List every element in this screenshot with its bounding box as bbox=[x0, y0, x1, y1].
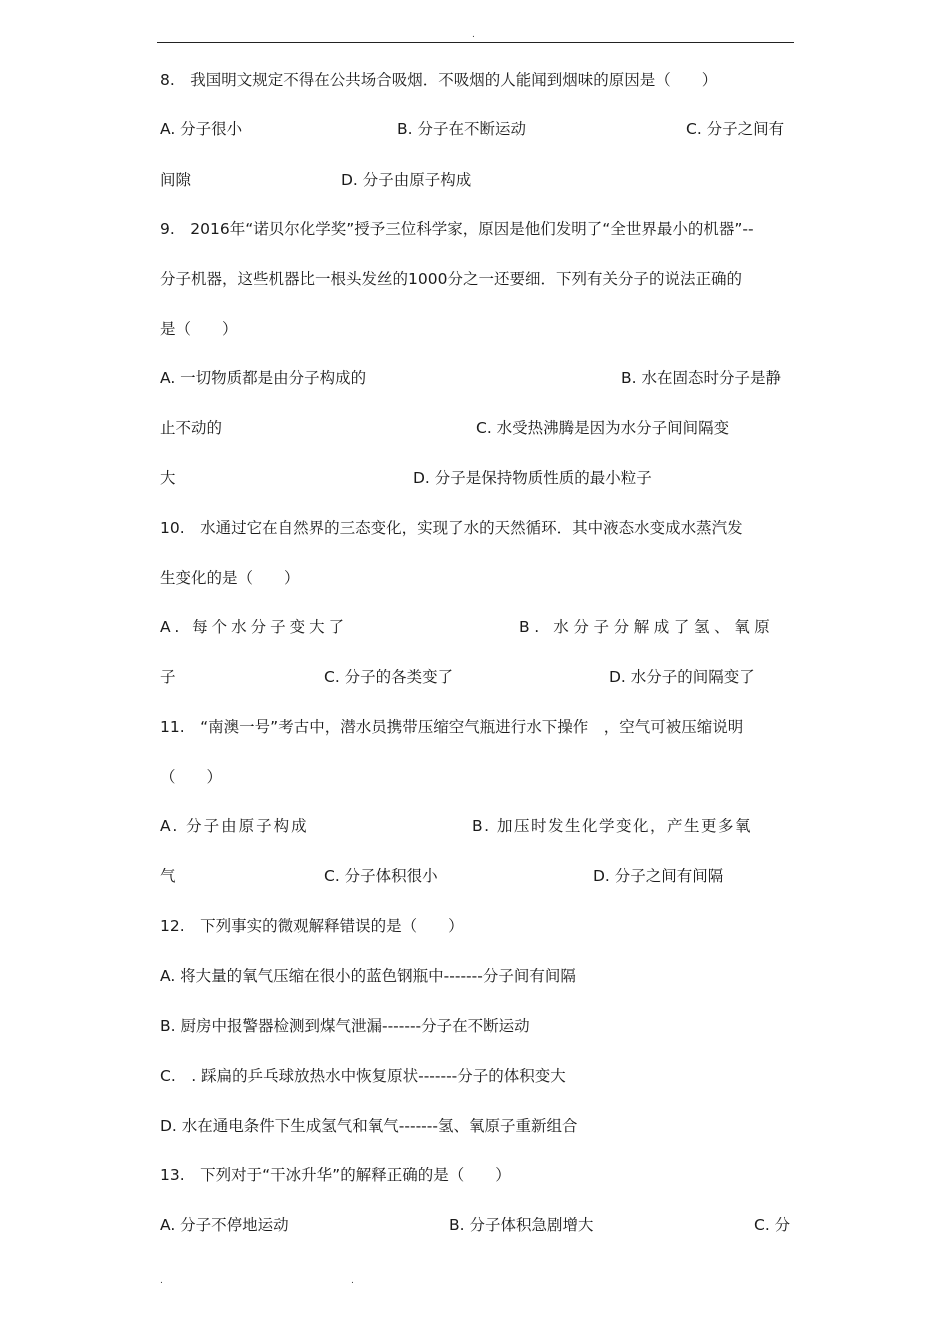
question-9-option-b: B. 水在固态时分子是静 bbox=[621, 369, 781, 387]
question-9-stem-line-1: 9. 2016年“诺贝尔化学奖”授予三位科学家，原因是他们发明了“全世界最小的机器”-- bbox=[160, 220, 754, 238]
question-8-option-c-continued: 间隙 bbox=[160, 171, 192, 189]
question-11-stem-line-1: 11. “南澳一号”考古中，潜水员携带压缩空气瓶进行水下操作 ，空气可被压缩说明 bbox=[160, 718, 744, 736]
question-8-option-d: D. 分子由原子构成 bbox=[341, 171, 472, 189]
question-13-stem: 13. 下列对于“干冰升华”的解释正确的是（ ） bbox=[160, 1166, 511, 1184]
question-13-option-c: C. 分 bbox=[754, 1216, 791, 1234]
question-9-option-b-continued: 止不动的 bbox=[160, 419, 223, 437]
question-9-stem-line-2: 分子机器，这些机器比一根头发丝的1000分之一还要细．下列有关分子的说法正确的 bbox=[160, 270, 742, 288]
question-10-option-b: B. 水分子分解成了氢、氧原 bbox=[519, 618, 775, 636]
question-11-option-c: C. 分子体积很小 bbox=[324, 867, 438, 885]
question-9-stem-line-3: 是（ ） bbox=[160, 320, 238, 338]
question-11-stem-line-2: （ ） bbox=[160, 768, 223, 786]
question-8-option-b: B. 分子在不断运动 bbox=[397, 120, 526, 138]
question-10-stem-line-2: 生变化的是（ ） bbox=[160, 569, 300, 587]
header-mark: . bbox=[472, 30, 475, 40]
question-10-option-b-continued: 子 bbox=[160, 668, 176, 686]
header-rule bbox=[157, 42, 794, 43]
question-8-option-a: A. 分子很小 bbox=[160, 120, 243, 138]
question-12-option-a: A. 将大量的氧气压缩在很小的蓝色钢瓶中-------分子间有间隔 bbox=[160, 967, 576, 985]
question-11-option-b-continued: 气 bbox=[160, 867, 176, 885]
question-8-stem: 8. 我国明文规定不得在公共场合吸烟．不吸烟的人能闻到烟味的原因是（ ） bbox=[160, 71, 718, 89]
question-13-option-a: A. 分子不停地运动 bbox=[160, 1216, 289, 1234]
question-11-option-a: A. 分子由原子构成 bbox=[160, 817, 309, 835]
question-11-option-b: B. 加压时发生化学变化，产生更多氧 bbox=[472, 817, 752, 835]
question-12-option-c: C. . 踩扁的乒乓球放热水中恢复原状-------分子的体积变大 bbox=[160, 1067, 566, 1085]
question-10-stem-line-1: 10. 水通过它在自然界的三态变化，实现了水的天然循环．其中液态水变成水蒸汽发 bbox=[160, 519, 743, 537]
question-10-option-c: C. 分子的各类变了 bbox=[324, 668, 454, 686]
footer-mark-left: . bbox=[160, 1276, 163, 1286]
question-11-option-d: D. 分子之间有间隔 bbox=[593, 867, 724, 885]
question-8-option-c: C. 分子之间有 bbox=[686, 120, 785, 138]
question-9-option-c-continued: 大 bbox=[160, 469, 176, 487]
question-12-option-d: D. 水在通电条件下生成氢气和氧气-------氢、氧原子重新组合 bbox=[160, 1117, 578, 1135]
question-12-stem: 12. 下列事实的微观解释错误的是（ ） bbox=[160, 917, 464, 935]
question-13-option-b: B. 分子体积急剧增大 bbox=[449, 1216, 594, 1234]
question-10-option-d: D. 水分子的间隔变了 bbox=[609, 668, 755, 686]
question-12-option-b: B. 厨房中报警器检测到煤气泄漏-------分子在不断运动 bbox=[160, 1017, 530, 1035]
footer-mark-right: . bbox=[351, 1276, 354, 1286]
question-9-option-c: C. 水受热沸腾是因为水分子间间隔变 bbox=[476, 419, 730, 437]
question-9-option-d: D. 分子是保持物质性质的最小粒子 bbox=[413, 469, 652, 487]
question-10-option-a: A. 每个水分子变大了 bbox=[160, 618, 349, 636]
question-9-option-a: A. 一切物质都是由分子构成的 bbox=[160, 369, 367, 387]
